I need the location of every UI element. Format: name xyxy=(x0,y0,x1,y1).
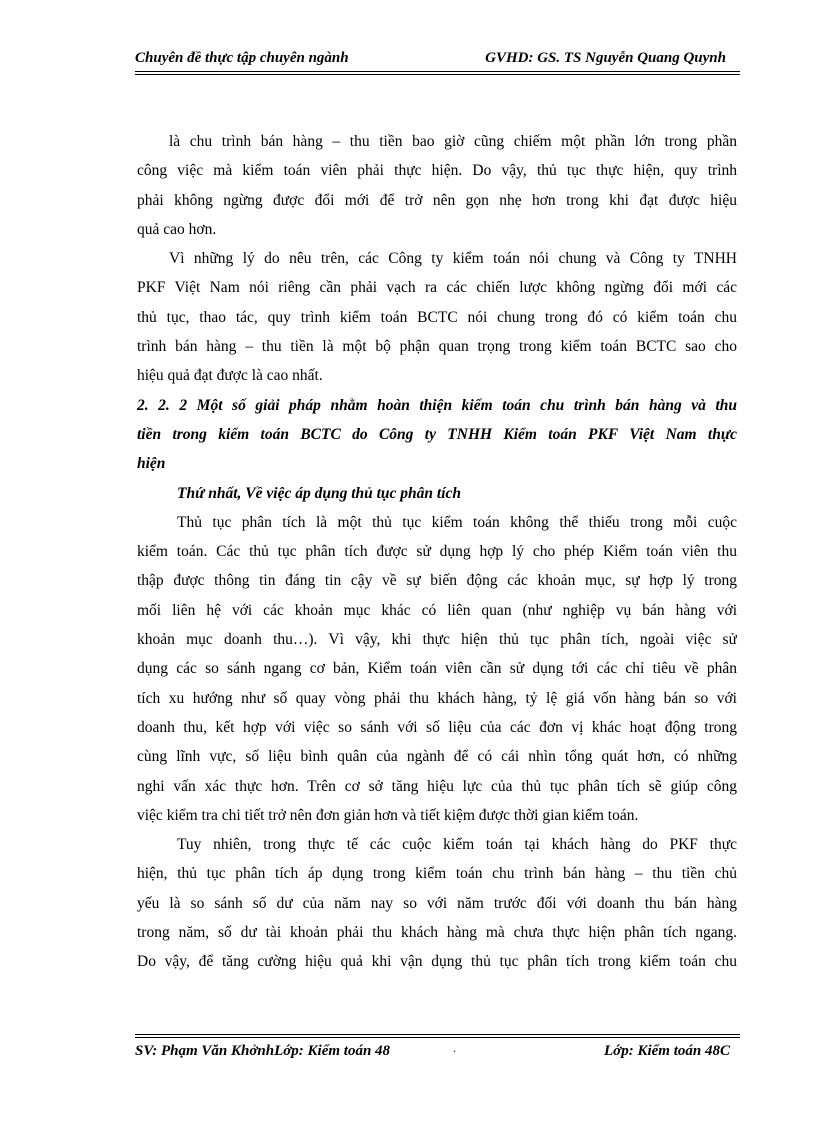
text-line: công việc mà kiểm toán viên phải thực hiện. Do vậy, thủ tục thực hiện, quy trình xyxy=(137,162,737,180)
text-line: hiện, thủ tục phân tích áp dụng trong kiểm toán chu trình bán hàng – thu tiền chủ xyxy=(137,865,737,883)
text-line: là chu trình bán hàng – thu tiền bao giờ cũng chiếm một phần lớn trong phần xyxy=(169,133,737,150)
text-line: kiểm toán. Các thủ tục phân tích được sử dụng hợp lý cho phép Kiểm toán viên thu xyxy=(137,543,737,561)
text-line: trình bán hàng – thu tiền là một bộ phận quan trọng trong kiểm toán BCTC sao cho xyxy=(137,338,737,356)
text-line: PKF Việt Nam nói riêng cần phải vạch ra các chiến lược không ngừng đổi mới các xyxy=(137,279,737,297)
text-line: thủ tục, thao tác, quy trình kiểm toán BCTC nói chung trong đó có kiểm toán chu xyxy=(137,308,737,326)
text-line: nghi vấn xác thực hơn. Trên cơ sở tăng hiệu lực của thủ tục phân tích sẽ giúp công xyxy=(137,777,737,795)
subsection-heading: Thứ nhất, Về việc áp dụng thủ tục phân tích xyxy=(177,484,462,502)
text-line: khoản mục doanh thu…). Vì vậy, khi thực hiện thủ tục phân tích, ngoài việc sử xyxy=(137,631,737,649)
header-left-title: Chuyên đề thực tập chuyên ngành xyxy=(135,50,349,66)
paragraph-2 xyxy=(137,244,737,390)
text-line: tích xu hướng như số quay vòng phải thu khách hàng, tỷ lệ giá vốn hàng bán so với xyxy=(137,689,737,707)
text-line: quả cao hơn. xyxy=(137,220,217,238)
heading-line: hiện xyxy=(137,455,166,473)
text-line: thập được thông tin đáng tin cậy về sự biến động các khoản mục, sự hợp lý trong xyxy=(137,572,737,590)
text-line: việc kiểm tra chi tiết trở nên đơn giản hơn và tiết kiệm được thời gian kiểm toán. xyxy=(137,806,639,824)
text-line: Thủ tục phân tích là một thủ tục kiểm toán không thể thiếu trong mỗi cuộc xyxy=(177,513,737,531)
footer-divider xyxy=(135,1037,740,1038)
heading-line: tiền trong kiểm toán BCTC do Công ty TNHH Kiểm toán PKF Việt Nam thực xyxy=(137,425,737,443)
footer-class: Lớp: Kiểm toán 48C xyxy=(604,1043,730,1059)
page-header xyxy=(135,48,740,70)
text-line: trong năm, số dư tài khoản phải thu khách hàng mà chưa thực hiện phân tích ngang. xyxy=(137,924,737,942)
text-line: doanh thu, kết hợp với việc so sánh với số liệu của các đơn vị khác hoạt động trong xyxy=(137,718,737,736)
text-line: dụng các so sánh ngang cơ bản, Kiểm toán viên cần sử dụng tới các chỉ tiêu về phân xyxy=(137,660,737,678)
text-line: phải không ngừng được đổi mới để trở nên gọn nhẹ hơn trong khi đạt được hiệu xyxy=(137,191,737,209)
paragraph-3 xyxy=(137,508,737,830)
text-line: cùng lĩnh vực, số liệu bình quân của ngành để có cái nhìn tổng quát hơn, có những xyxy=(137,748,737,766)
header-divider-thin xyxy=(135,74,740,75)
text-line: Do vậy, để tăng cường hiệu quả khi vận dụng thủ tục phân tích trong kiểm toán chu xyxy=(137,953,737,971)
section-heading xyxy=(137,391,737,479)
text-line: hiệu quả đạt được là cao nhất. xyxy=(137,367,323,385)
text-line: Tuy nhiên, trong thực tế các cuộc kiểm toán tại khách hàng do PKF thực xyxy=(177,836,737,854)
heading-line: 2. 2. 2 Một số giải pháp nhằm hoàn thiện kiểm toán chu trình bán hàng và thu xyxy=(137,396,737,414)
footer-divider-thin xyxy=(135,1034,740,1035)
footer-dot: . xyxy=(453,1041,456,1055)
document-body xyxy=(137,127,737,977)
text-line: mối liên hệ với các khoản mục khác có liên quan (như nghiệp vụ bán hàng với xyxy=(137,601,737,619)
paragraph-4 xyxy=(137,830,737,976)
footer-student: SV: Phạm Văn KhởnhLớp: Kiểm toán 48 xyxy=(135,1043,391,1059)
header-right-supervisor: GVHD: GS. TS Nguyễn Quang Quynh xyxy=(485,50,726,66)
text-line: yếu là so sánh số dư của năm nay so với năm trước đối với doanh thu bán hàng xyxy=(137,894,737,912)
text-line: Vì những lý do nêu trên, các Công ty kiểm toán nói chung và Công ty TNHH xyxy=(169,250,737,268)
paragraph-1 xyxy=(137,127,737,244)
header-divider xyxy=(135,71,740,72)
page-footer xyxy=(135,1043,740,1065)
